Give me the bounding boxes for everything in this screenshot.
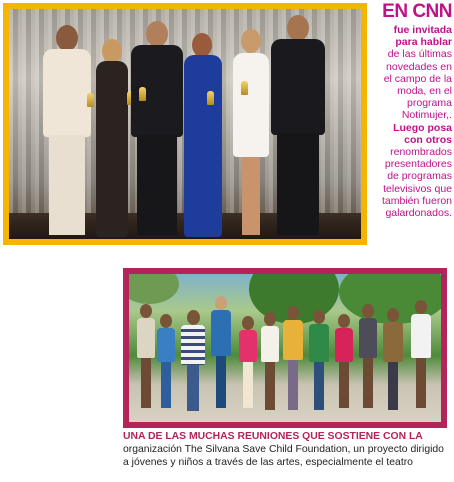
child: [135, 304, 157, 414]
side-line: el campo de la: [383, 72, 452, 85]
person-white-suit: [39, 25, 95, 239]
side-line: novedades en: [386, 60, 452, 73]
child: [357, 304, 379, 414]
child: [237, 316, 259, 414]
children-photo-frame: [123, 268, 447, 428]
photo-caption: [123, 430, 449, 469]
trophy-icon: [241, 81, 248, 95]
side-line: Notimujer,.: [401, 109, 452, 122]
side-line: de las últimas: [387, 48, 452, 61]
child: [259, 312, 281, 416]
child: [155, 314, 177, 414]
side-line: de programas: [387, 170, 452, 183]
side-line: con otros: [404, 133, 452, 146]
side-line: galardonados.: [385, 207, 452, 220]
side-heading: EN CNN: [382, 1, 452, 22]
person-black-dress: [93, 39, 131, 239]
child: [409, 300, 433, 414]
child: [381, 308, 405, 416]
side-line: para hablar: [395, 36, 452, 49]
side-line: fue invitada: [393, 24, 452, 36]
person-tall-black-suit: [267, 15, 329, 239]
caption-lead: UNA DE LAS MUCHAS REUNIONES QUE SOSTIENE CON LA: [123, 431, 423, 442]
side-line: moda, en el: [397, 85, 452, 98]
child: [179, 310, 207, 416]
side-line: renombrados: [390, 146, 452, 159]
person-blue-gown: [181, 33, 225, 239]
side-article-text: [372, 2, 452, 219]
side-line: programa: [407, 97, 452, 110]
child: [209, 296, 233, 414]
person-black-suit: [127, 21, 187, 239]
award-photo: [9, 9, 361, 239]
side-line: presentadores: [384, 158, 452, 171]
child: [307, 310, 331, 416]
caption-body: organización The Silvana Save Child Foundation, un proyecto dirigido a jóvenes y niños a través de las artes, especialmente el teatro: [123, 444, 444, 468]
trophy-icon: [207, 91, 214, 105]
side-line: también fueron: [381, 194, 452, 207]
side-line: televisivos que: [383, 182, 452, 195]
child: [281, 306, 305, 416]
trophy-icon: [139, 87, 146, 101]
award-photo-frame: [3, 3, 367, 245]
side-body: [372, 24, 452, 219]
tree: [129, 274, 179, 304]
children-photo: [129, 274, 441, 422]
side-line: Luego posa: [393, 121, 452, 134]
child: [333, 314, 355, 414]
